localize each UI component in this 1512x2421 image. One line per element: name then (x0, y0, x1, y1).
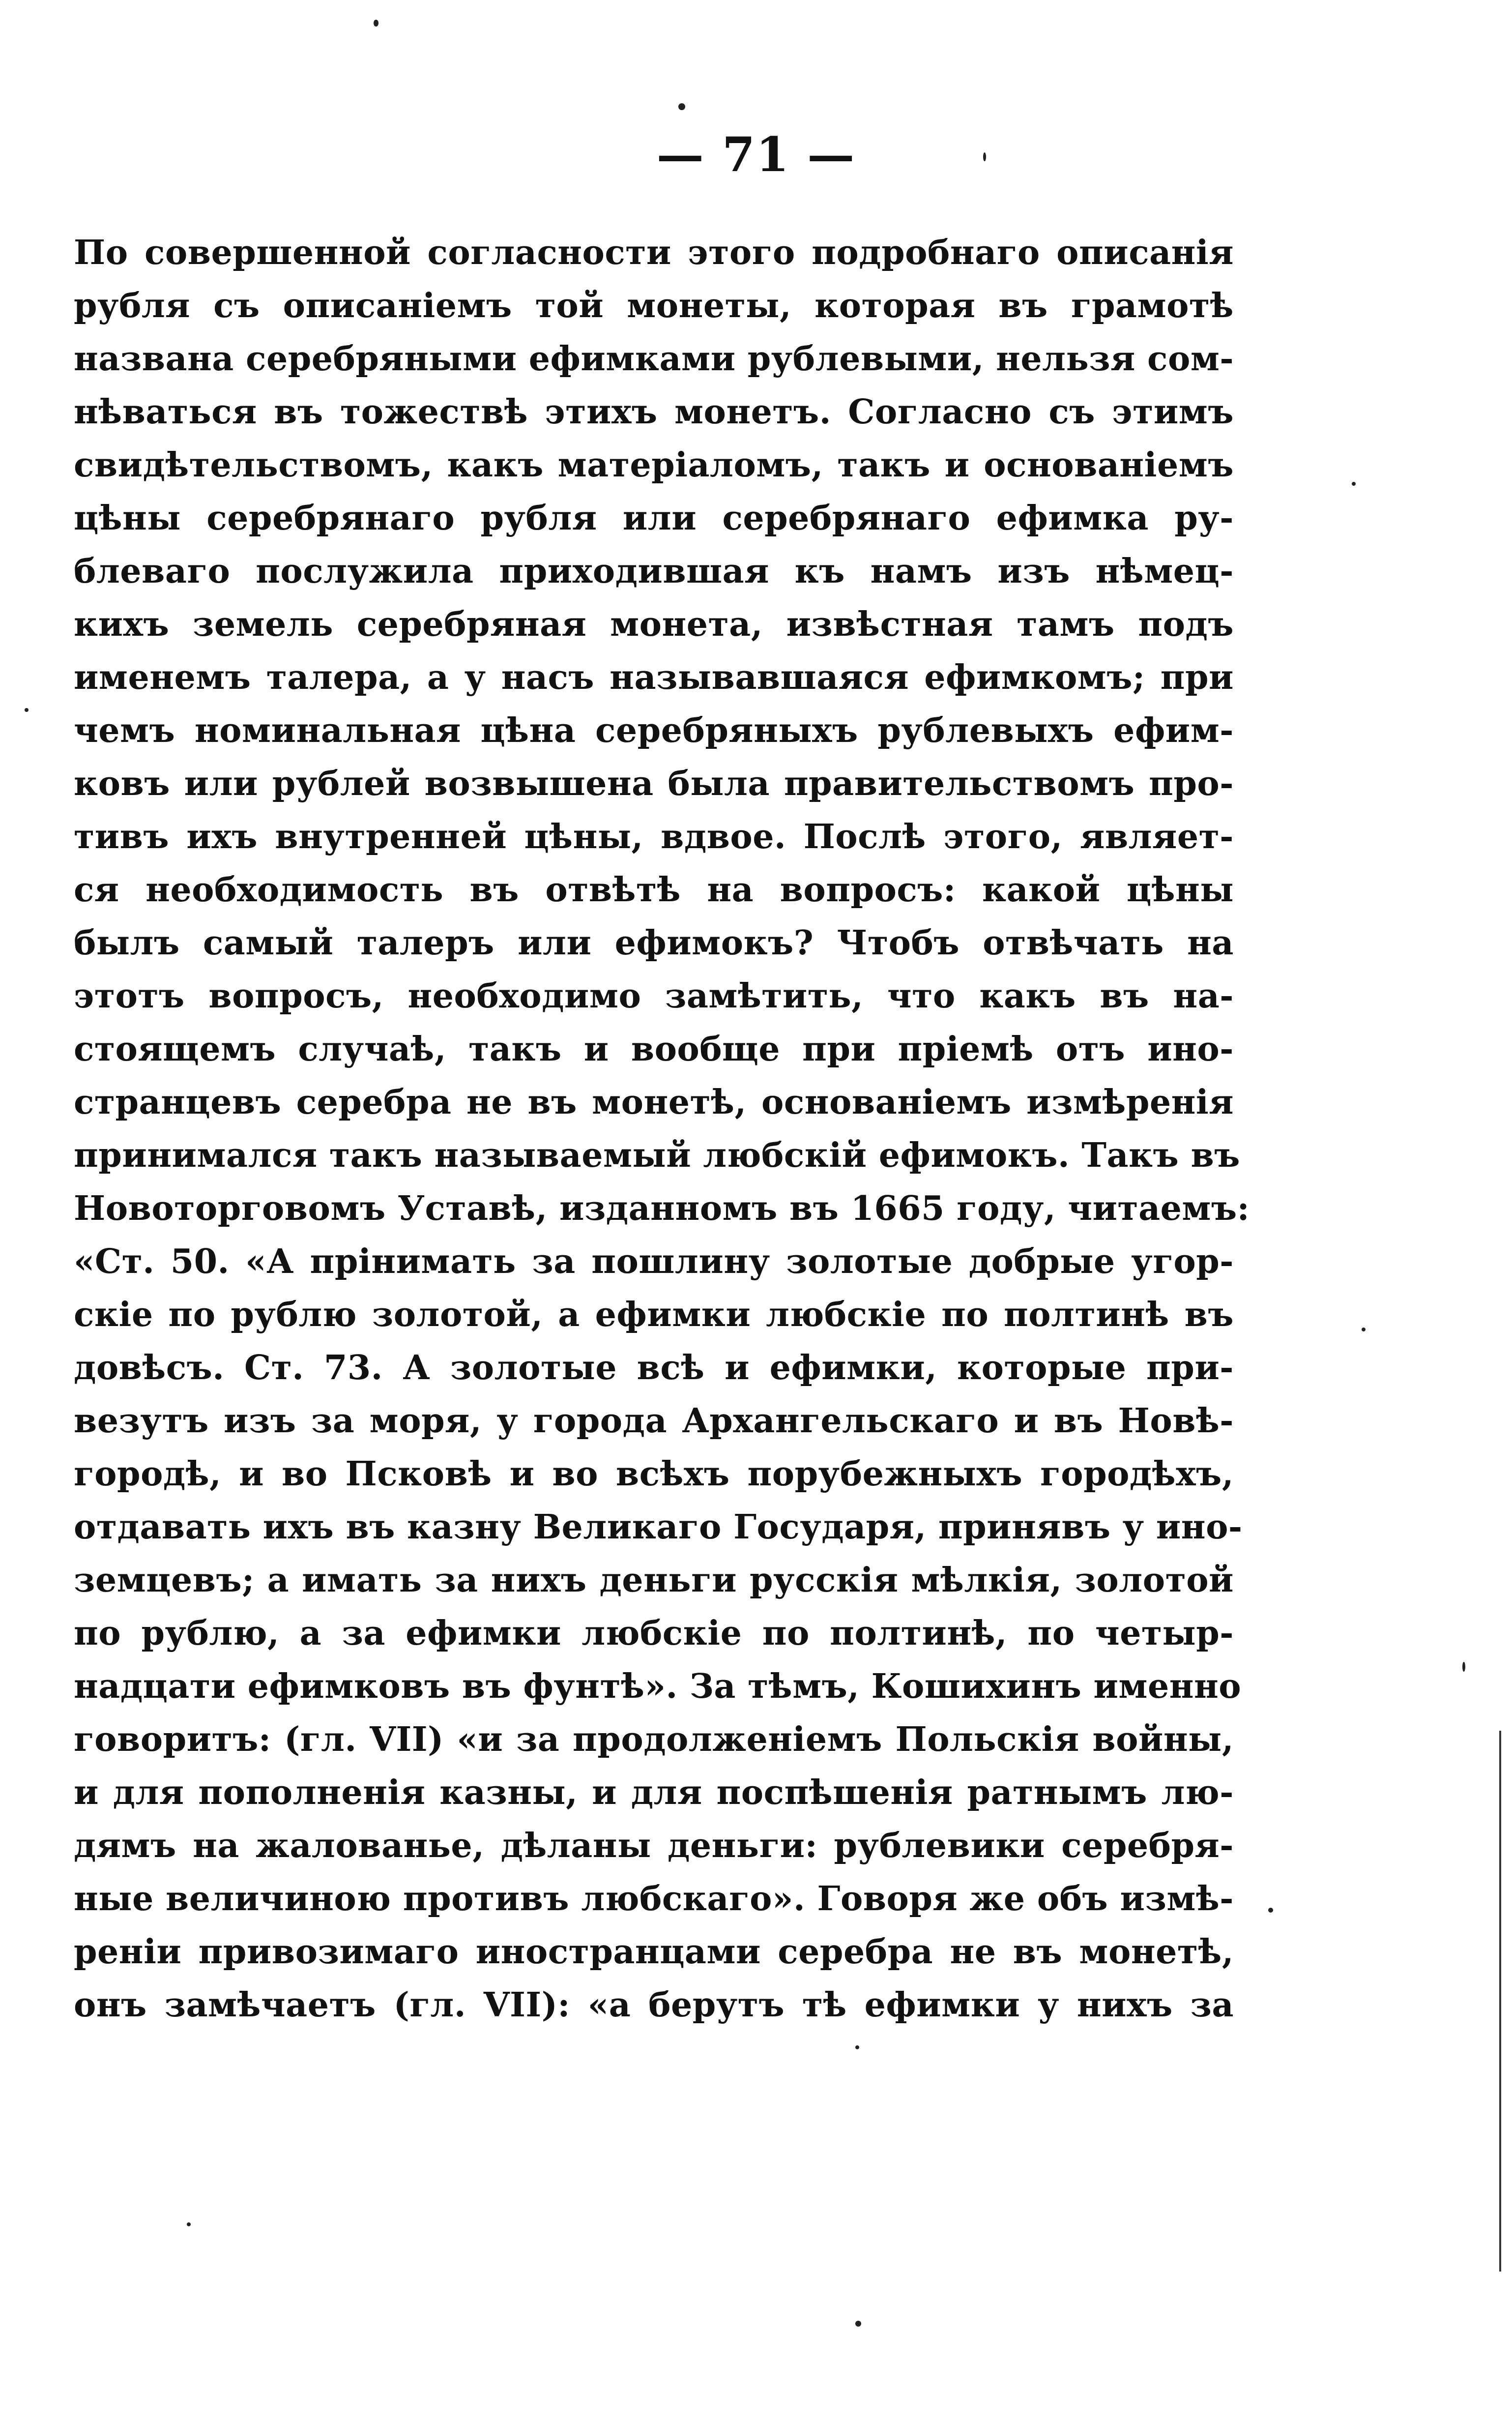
text-line: отдавать ихъ въ казну Великаго Государя, принявъ у ино- (74, 1507, 1243, 1547)
text-line: чемъ номинальная цѣна серебряныхъ рублевыхъ ефим- (74, 711, 1234, 750)
scan-speck (25, 708, 29, 712)
text-line: ся необходимость въ отвѣтѣ на вопросъ: какой цѣны (74, 870, 1234, 910)
text-line: городѣ, и во Псковѣ и во всѣхъ порубежныхъ городѣхъ, (74, 1454, 1234, 1494)
text-line: везутъ изъ за моря, у города Архангельскаго и въ Новѣ- (74, 1401, 1234, 1441)
text-line: довѣсъ. Ст. 73. А золотые всѣ и ефимки, которые при- (74, 1348, 1234, 1388)
text-line: стоящемъ случаѣ, такъ и вообще при пріемѣ отъ ино- (74, 1030, 1234, 1069)
text-line: дямъ на жалованье, дѣланы деньги: рублевики серебря- (74, 1826, 1234, 1865)
text-line: странцевъ серебра не въ монетѣ, основаніемъ измѣренія (74, 1083, 1234, 1122)
text-line: кихъ земель серебряная монета, извѣстная тамъ подъ (74, 605, 1234, 644)
text-line: реніи привозимаго иностранцами серебра не въ монетѣ, (74, 1932, 1234, 1972)
text-line: земцевъ; а имать за нихъ деньги русскія мѣлкія, золотой (74, 1561, 1234, 1600)
scan-speck (1268, 1908, 1273, 1913)
text-line: говоритъ: (гл. VII) «и за продолженіемъ Польскія войны, (74, 1720, 1234, 1759)
text-line: блеваго послужила приходившая къ намъ изъ нѣмец- (74, 552, 1234, 591)
text-line: названа серебряными ефимками рублевыми, нельзя сом- (74, 339, 1234, 379)
text-line: рубля съ описаніемъ той монеты, которая въ грамотѣ (74, 286, 1234, 325)
scan-speck (374, 20, 378, 27)
text-line: нѣваться въ тожествѣ этихъ монетъ. Согласно съ этимъ (74, 392, 1234, 432)
scan-speck (678, 103, 685, 110)
scan-speck (1352, 482, 1356, 486)
scan-speck (1462, 1662, 1465, 1672)
text-line: былъ самый талеръ или ефимокъ? Чтобъ отвѣчать на (74, 923, 1234, 963)
scan-speck (983, 152, 986, 161)
text-line: скіе по рублю золотой, а ефимки любскіе по полтинѣ въ (74, 1295, 1234, 1334)
text-line: принимался такъ называемый любскій ефимокъ. Такъ въ (74, 1136, 1240, 1175)
body-text (74, 226, 1250, 2032)
text-line: и для пополненія казны, и для поспѣшенія ратнымъ лю- (74, 1773, 1234, 1812)
text-line: тивъ ихъ внутренней цѣны, вдвое. Послѣ этого, являет- (74, 817, 1234, 856)
text-line: По совершенной согласности этого подробнаго описанія (74, 233, 1234, 272)
scan-speck (855, 2045, 859, 2049)
scan-speck (187, 2222, 191, 2226)
text-line: «Ст. 50. «А прінимать за пошлину золотые добрые угор- (74, 1242, 1234, 1281)
text-line: цѣны серебрянаго рубля или серебрянаго ефимка ру- (74, 499, 1234, 538)
text-line: именемъ талера, а у насъ называвшаяся ефимкомъ; при (74, 658, 1234, 697)
text-line: этотъ вопросъ, необходимо замѣтить, что какъ въ на- (74, 976, 1234, 1016)
scan-edge-mark (1499, 1731, 1501, 2272)
text-line: по рублю, а за ефимки любскіе по полтинѣ, по четыр- (74, 1614, 1234, 1653)
text-line: ные величиною противъ любскаго». Говоря же объ измѣ- (74, 1879, 1234, 1919)
text-line: свидѣтельствомъ, какъ матеріаломъ, такъ и основаніемъ (74, 445, 1234, 485)
scan-speck (1362, 1328, 1366, 1331)
text-line: Новоторговомъ Уставѣ, изданномъ въ 1665 году, читаемъ: (74, 1189, 1250, 1228)
scan-speck (855, 2321, 861, 2327)
text-line: онъ замѣчаетъ (гл. VII): «а берутъ тѣ ефимки у нихъ за (74, 1985, 1234, 2025)
page-number: — 71 — (656, 127, 856, 182)
text-line: ковъ или рублей возвышена была правительствомъ про- (74, 764, 1234, 803)
text-line: надцати ефимковъ въ фунтѣ». За тѣмъ, Кошихинъ именно (74, 1667, 1242, 1706)
